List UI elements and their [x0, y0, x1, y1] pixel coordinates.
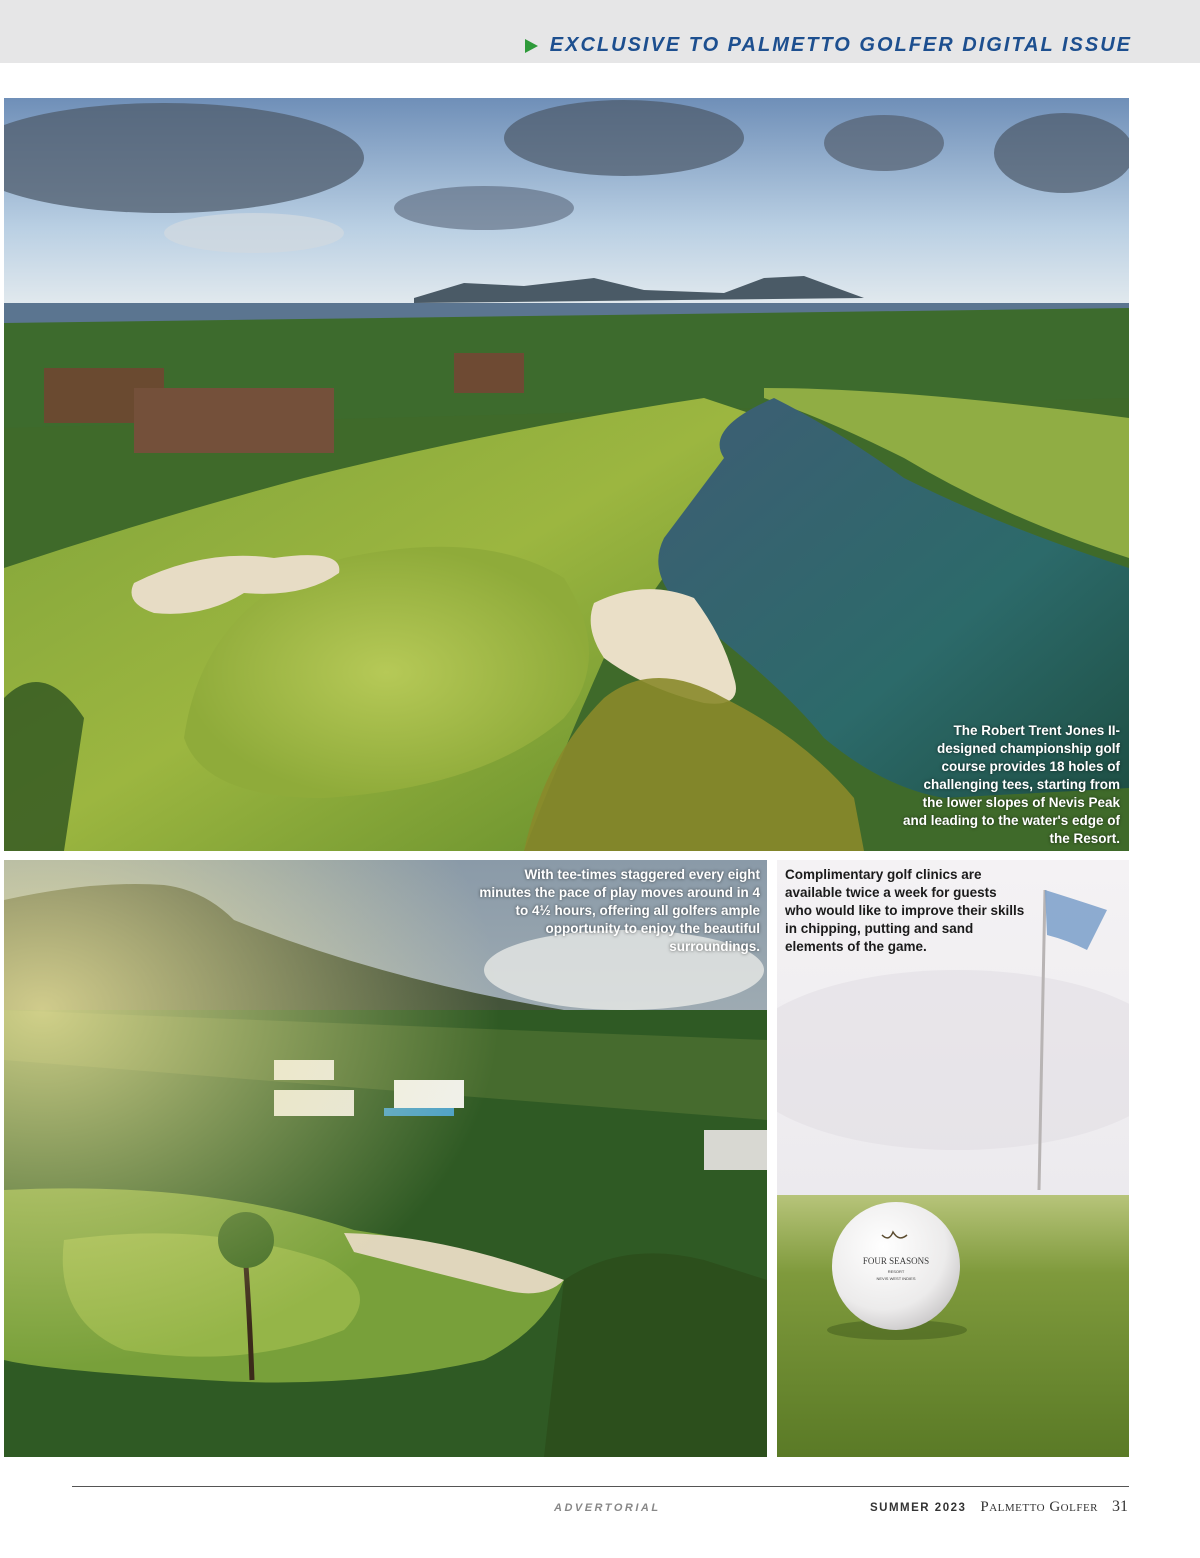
footer-issue: SUMMER 2023 — [870, 1502, 967, 1514]
bottom-right-caption: Complimentary golf clinics are available twice a week for guests who would like to improve their skills in chipping, putting and sand elements of the game. — [785, 867, 1025, 954]
main-photo-caption: The Robert Trent Jones II-designed championship golf course provides 18 holes of challenging tees, starting from the lower slopes of Nevis Peak and leading to the water's edge of the Resort. — [903, 723, 1120, 846]
footer-section-label: ADVERTORIAL — [554, 1502, 661, 1514]
footer-folio — [870, 1498, 1128, 1516]
page-number: 31 — [1112, 1498, 1128, 1515]
banner-text: EXCLUSIVE TO PALMETTO GOLFER DIGITAL ISSUE — [549, 34, 1132, 56]
ball-logo-subtext: RESORT — [887, 1269, 905, 1274]
footer-magazine-name: Palmetto Golfer — [980, 1499, 1098, 1515]
digital-issue-banner — [525, 34, 1132, 57]
play-arrow-icon — [525, 39, 538, 53]
ball-logo-text: FOUR SEASONS — [862, 1256, 930, 1266]
bottom-left-caption: With tee-times staggered every eight minutes the pace of play moves around in 4 to 4½ hours, offering all golfers ample opportunity to enjoy the beautiful surroundings. — [479, 867, 760, 954]
ball-logo-location: NEVIS WEST INDIES — [876, 1276, 916, 1281]
footer-rule — [72, 1486, 1129, 1487]
